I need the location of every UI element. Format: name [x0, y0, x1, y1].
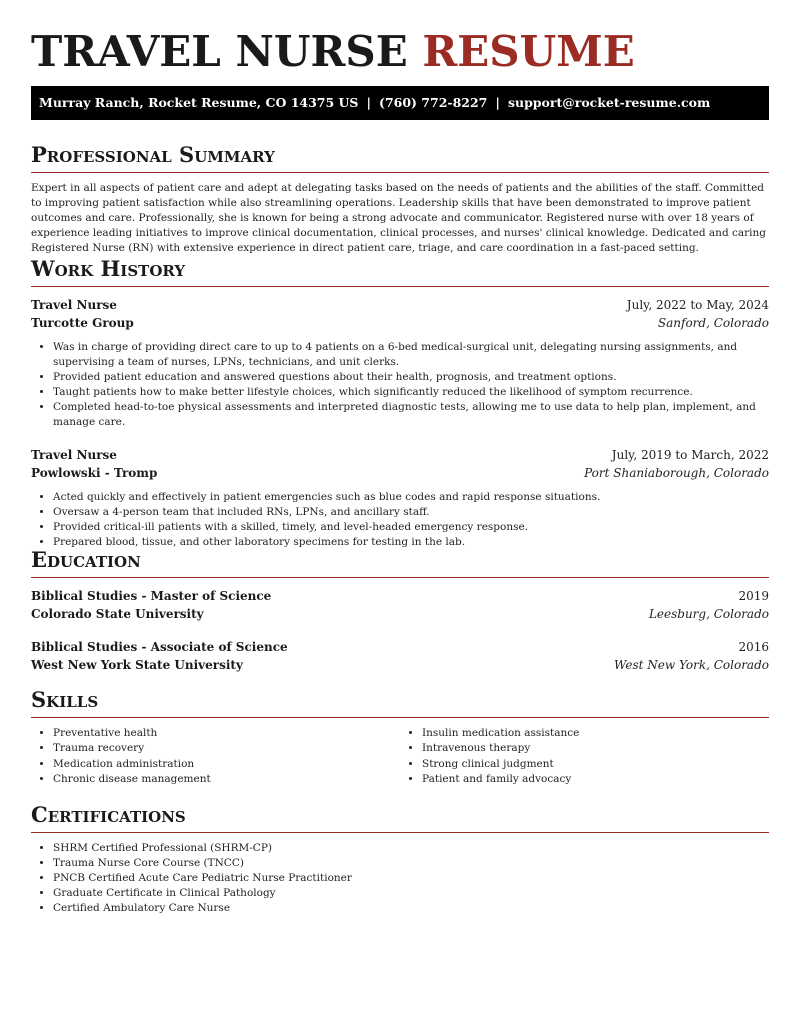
job-bullet: • Was in charge of providing direct care to up to 4 patients on a 6-bed medical-surgical unit, delegating nursing assignments, and supervising a team of nurses, LPNs, technicians, and unit clerks.: [53, 340, 769, 370]
contact-bar: [31, 86, 769, 120]
skills-heading: Skills: [31, 687, 769, 718]
skills-list-left: [31, 726, 400, 787]
skill-item: • Intravenous therapy: [422, 741, 769, 756]
summary-section: [31, 142, 769, 256]
summary-text: Expert in all aspects of patient care and adept at delegating tasks based on the needs of patients and the abilities of the staff. Committed to improving patient satisfaction while also streamlining operations. Leadership skills that have been demonstrated to improve patient outcomes and care. Professionally, she is known for being a strong advocate and communicator. Registered nurse with over 18 years of experience leading initiatives to improve clinical documentation, clinical processes, and nurses' clinical knowledge. Dedicated and caring Registered Nurse (RN) with extensive experience in direct patient care, triage, and care coordination in a fast-paced setting.: [31, 182, 767, 254]
certification-item: • PNCB Certified Acute Care Pediatric Nurse Practitioner: [53, 871, 769, 886]
education-entry: [31, 587, 769, 623]
job-entry: [31, 446, 769, 550]
contact-address: Murray Ranch, Rocket Resume, CO 14375 US: [39, 95, 359, 110]
skills-columns: [31, 718, 769, 787]
job-bullet: • Taught patients how to make better lifestyle choices, which significantly reduced the likelihood of symptom recurrence.: [53, 385, 769, 400]
job-title: Travel Nurse: [31, 298, 117, 312]
job-bullet: • Provided patient education and answered questions about their health, prognosis, and treatment options.: [53, 370, 769, 385]
job-header-row: [31, 446, 769, 464]
certifications-section: [31, 802, 769, 916]
education-school-row: [31, 605, 769, 623]
resume-title: [31, 28, 635, 76]
job-bullet: • Completed head-to-toe physical assessments and interpreted diagnostic tests, allowing me to use data to help plan, implement, and manage care.: [53, 400, 769, 430]
certification-item: • Graduate Certificate in Clinical Pathology: [53, 886, 769, 901]
education-section: [31, 547, 769, 674]
summary-heading: Professional Summary: [31, 142, 769, 173]
job-company: Powlowski - Tromp: [31, 466, 158, 480]
contact-phone: (760) 772-8227: [379, 95, 488, 110]
job-bullet: • Acted quickly and effectively in patient emergencies such as blue codes and rapid response situations.: [53, 490, 769, 505]
skill-item: • Preventative health: [53, 726, 400, 741]
title-main: TRAVEL NURSE: [31, 27, 408, 76]
education-degree: Biblical Studies - Associate of Science: [31, 640, 288, 654]
skill-item: • Insulin medication assistance: [422, 726, 769, 741]
certification-item: • Trauma Nurse Core Course (TNCC): [53, 856, 769, 871]
contact-email: support@rocket-resume.com: [507, 95, 711, 110]
certification-item: • Certified Ambulatory Care Nurse: [53, 901, 769, 916]
education-location: Leesburg, Colorado: [648, 607, 769, 621]
contact-separator: |: [366, 95, 372, 110]
job-title: Travel Nurse: [31, 448, 117, 462]
education-location: West New York, Colorado: [614, 658, 769, 672]
skill-item: • Patient and family advocacy: [422, 772, 769, 787]
certification-item: • SHRM Certified Professional (SHRM-CP): [53, 841, 769, 856]
certifications-list: [31, 841, 769, 916]
skill-item: • Strong clinical judgment: [422, 757, 769, 772]
contact-separator: |: [495, 95, 500, 110]
job-location: Port Shaniaborough, Colorado: [584, 466, 769, 480]
education-heading: Education: [31, 547, 769, 578]
job-location: Sanford, Colorado: [657, 316, 769, 330]
job-header-row: [31, 296, 769, 314]
job-company-row: [31, 314, 769, 332]
job-dates: July, 2022 to May, 2024: [626, 298, 769, 312]
education-year: 2016: [738, 640, 769, 654]
work-history-heading: Work History: [31, 256, 769, 287]
title-accent: RESUME: [422, 27, 635, 76]
education-school: West New York State University: [31, 658, 243, 672]
skill-item: • Medication administration: [53, 757, 400, 772]
education-degree-row: [31, 638, 769, 656]
education-school-row: [31, 656, 769, 674]
job-bullet: • Prepared blood, tissue, and other laboratory specimens for testing in the lab.: [53, 535, 769, 550]
certifications-heading: Certifications: [31, 802, 769, 833]
job-company: Turcotte Group: [31, 316, 134, 330]
skill-item: • Trauma recovery: [53, 741, 400, 756]
job-entry: [31, 296, 769, 430]
skills-list-right: [400, 726, 769, 787]
job-bullets: [31, 340, 769, 430]
education-entry: [31, 638, 769, 674]
education-degree: Biblical Studies - Master of Science: [31, 589, 272, 603]
education-year: 2019: [738, 589, 769, 603]
skill-item: • Chronic disease management: [53, 772, 400, 787]
job-company-row: [31, 464, 769, 482]
job-dates: July, 2019 to March, 2022: [611, 448, 769, 462]
work-history-section: [31, 256, 769, 550]
job-bullets: [31, 490, 769, 550]
job-bullet: • Provided critical-ill patients with a skilled, timely, and level-headed emergency response.: [53, 520, 769, 535]
job-bullet: • Oversaw a 4-person team that included RNs, LPNs, and ancillary staff.: [53, 505, 769, 520]
education-degree-row: [31, 587, 769, 605]
education-school: Colorado State University: [31, 607, 204, 621]
skills-section: [31, 687, 769, 787]
